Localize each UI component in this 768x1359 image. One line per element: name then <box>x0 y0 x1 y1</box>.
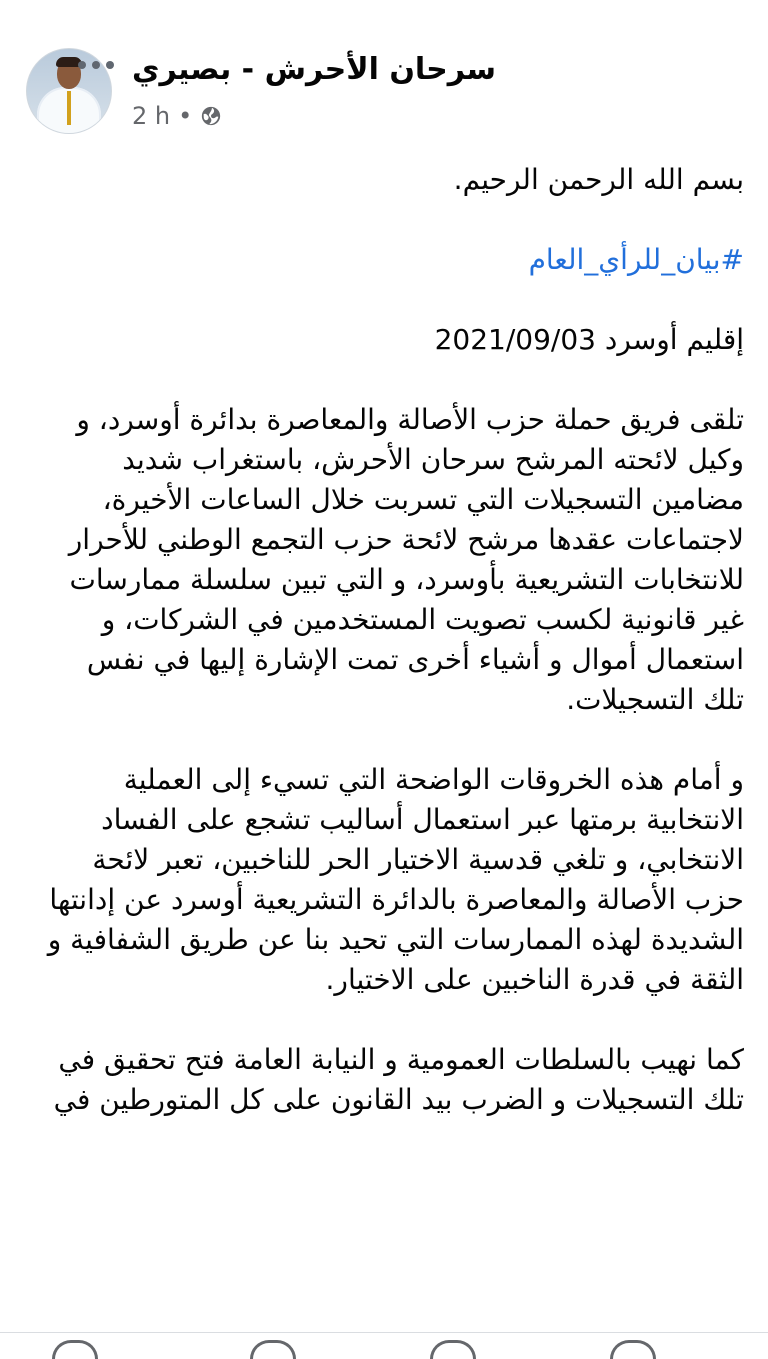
text-line: وكيل لائحته المرشح سرحان الأحرش، باستغراب شديد <box>122 443 744 476</box>
paragraph-third-body <box>22 1040 744 1120</box>
action-icon[interactable] <box>250 1340 296 1359</box>
hashtag-link[interactable]: #بيان_للرأي_العام <box>528 243 744 276</box>
text-line: إقليم أوسرد 2021/09/03 <box>434 323 744 356</box>
text-line: و أمام هذه الخروقات الواضحة التي تسيء إلى العملية <box>123 763 744 796</box>
action-icon[interactable] <box>52 1340 98 1359</box>
post-actions-strip <box>0 1332 768 1359</box>
text-line: لاجتماعات عقدها مرشح لائحة حزب التجمع الوطني للأحرار <box>68 523 744 556</box>
action-icon[interactable] <box>430 1340 476 1359</box>
action-icon[interactable] <box>610 1340 656 1359</box>
text-line: تلك التسجيلات و الضرب بيد القانون على كل المتورطين في <box>53 1083 744 1116</box>
post-content <box>22 160 744 1160</box>
text-line: استعمال أموال و أشياء أخرى تمت الإشارة إليها في نفس <box>86 643 744 676</box>
post-time[interactable]: 2 h <box>132 102 171 130</box>
text-line: للانتخابات التشريعية بأوسرد، و التي تبين سلسلة ممارسات <box>69 563 744 596</box>
text-line: بسم الله الرحمن الرحيم. <box>453 163 744 196</box>
text-line: الثقة في قدرة الناخبين على الاختيار. <box>325 963 744 996</box>
more-dot <box>106 61 114 69</box>
text-line: كما نهيب بالسلطات العمومية و النيابة العامة فتح تحقيق في <box>58 1043 744 1076</box>
meta-separator: • <box>178 102 193 130</box>
post-meta <box>132 102 222 130</box>
more-dot <box>78 61 86 69</box>
author-name[interactable]: سرحان الأحرش - بصيري <box>132 52 496 87</box>
text-line: الانتخابية برمتها عبر استعمال أساليب تشجع على الفساد <box>101 803 744 836</box>
text-line: تلقى فريق حملة حزب الأصالة والمعاصرة بدائرة أوسرد، و <box>76 403 744 436</box>
text-line: حزب الأصالة والمعاصرة بالدائرة التشريعية أوسرد عن إدانتها <box>49 883 744 916</box>
avatar-detail <box>67 91 71 125</box>
paragraph-bismillah <box>22 160 744 200</box>
paragraph-location-date <box>22 320 744 360</box>
text-line: تلك التسجيلات. <box>566 683 744 716</box>
text-line: غير قانونية لكسب تصويت المستخدمين في الشركات، و <box>101 603 744 636</box>
text-line: الانتخابي، و تلغي قدسية الاختيار الحر للناخبين، تعبر لائحة <box>92 843 744 876</box>
more-options-button[interactable] <box>66 48 126 82</box>
text-line: الشديدة لهذه الممارسات التي تحيد بنا عن طريق الشفافية و <box>47 923 744 956</box>
more-dot <box>92 61 100 69</box>
post-header <box>22 40 740 140</box>
globe-icon[interactable] <box>200 105 222 127</box>
paragraph-hashtag <box>22 240 744 280</box>
text-line: مضامين التسجيلات التي تسربت خلال الساعات الأخيرة، <box>102 483 744 516</box>
paragraph-second-body <box>22 760 744 1000</box>
paragraph-first-body <box>22 400 744 720</box>
